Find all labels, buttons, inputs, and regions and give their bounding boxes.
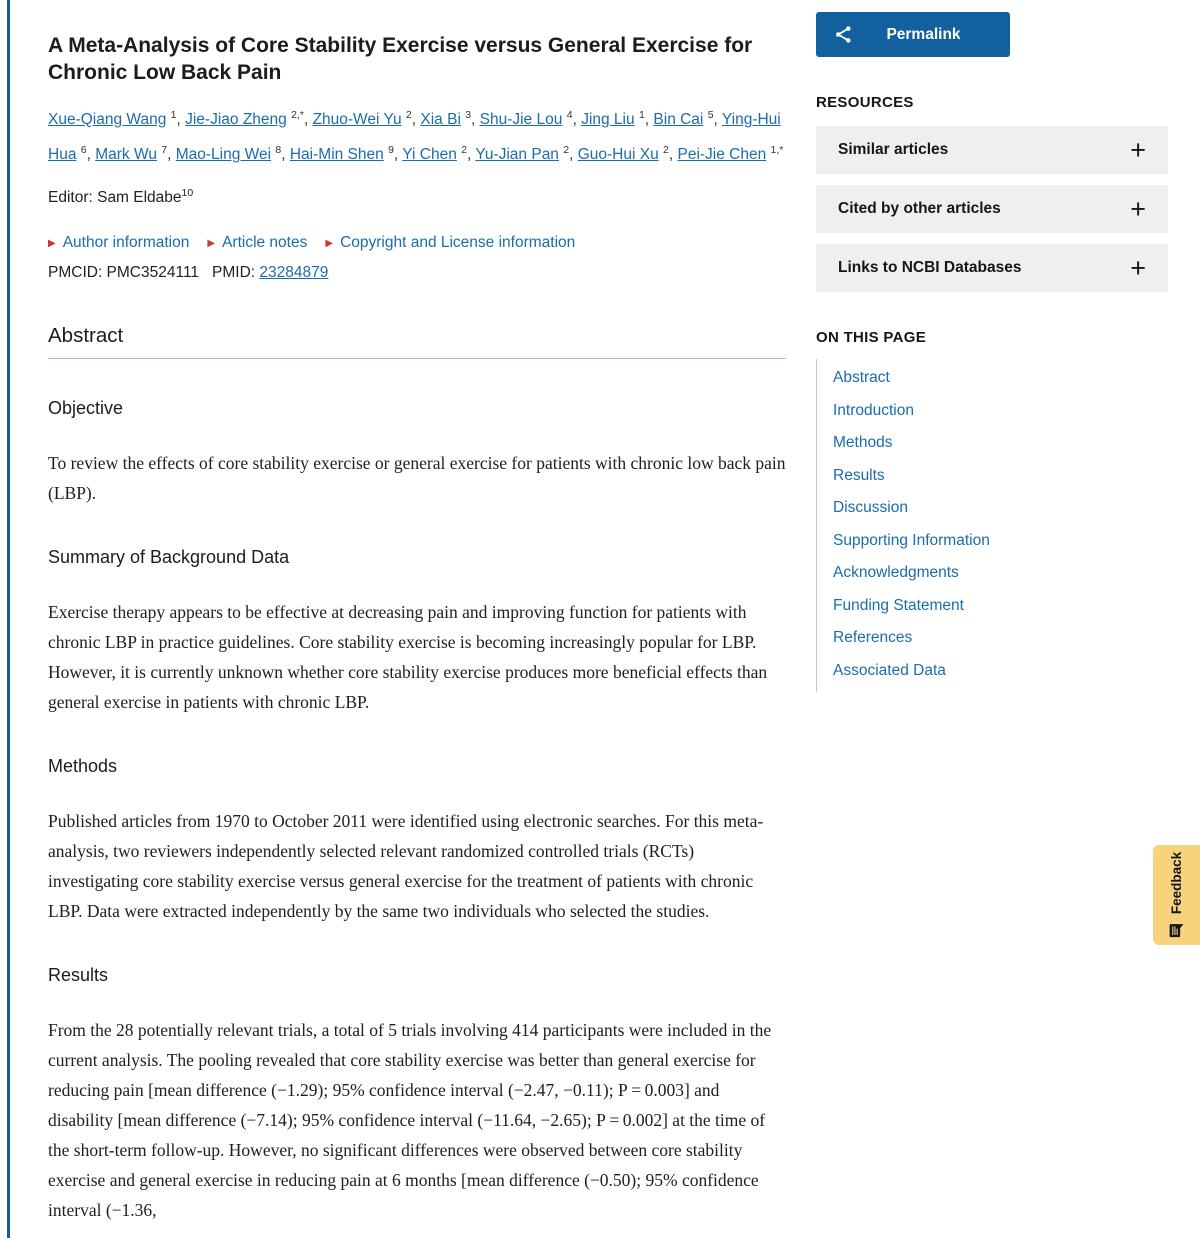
author-superscript: 2 (461, 144, 467, 157)
sidebar (816, 0, 1168, 692)
abstract-sections (48, 398, 786, 1225)
section-heading-summary-of-background-data: Summary of Background Data (48, 547, 290, 568)
resources-accordion-list (816, 126, 1168, 292)
author-link[interactable]: Xia Bi (420, 111, 461, 129)
plus-icon: + (1130, 193, 1146, 224)
author-link[interactable]: Yi Chen (402, 146, 457, 164)
on-this-page-link-funding-statement[interactable]: Funding Statement (833, 596, 964, 614)
on-this-page-nav (816, 359, 1168, 692)
editor-label: Editor: Sam Eldabe (48, 189, 182, 207)
on-this-page-link-introduction[interactable]: Introduction (833, 401, 914, 419)
author-superscript: 9 (388, 144, 394, 157)
author-link[interactable]: Xue-Qiang Wang (48, 111, 167, 129)
accordion-label: Links to NCBI Databases (838, 259, 1022, 276)
triangle-marker-icon: ▶ (207, 238, 216, 250)
pmid-label: PMID: (212, 264, 256, 282)
triangle-marker-icon: ▶ (48, 238, 56, 250)
section-paragraph: From the 28 potentially relevant trials, a total of 5 trials involving 414 participants were included in the current analysis. The pooling revealed that core stability exercise was better than general exercise for reducing pain [mean difference (−1.29); 95% confidence interval (−2.47, −0.11); P = 0.003] and disability [mean difference (−7.14); 95% confidence interval (−11.64, −2.65); P = 0.002] at the time of the short-term follow-up. However, no significant differences were observed between core stability exercise and general exercise in reducing pain at 6 months [mean difference (−0.50); 95% confidence interval (−1.36, (48, 1020, 772, 1221)
on-this-page-link-supporting-information[interactable]: Supporting Information (833, 531, 990, 549)
accordion-links-to-ncbi-databases[interactable] (816, 244, 1168, 292)
author-superscript: 2,* (291, 109, 304, 121)
on-this-page-heading: ON THIS PAGE (816, 329, 926, 346)
accordion-similar-articles[interactable] (816, 126, 1168, 174)
on-this-page-link-abstract[interactable]: Abstract (833, 369, 890, 386)
triangle-marker-icon: ▶ (325, 238, 334, 250)
feedback-button-inner (1169, 852, 1185, 938)
accordion-label: Similar articles (838, 141, 949, 158)
author-superscript: 8 (275, 144, 282, 157)
meta-link-author-information[interactable] (48, 234, 189, 252)
pmcid-label: PMCID: PMC3524111 (48, 264, 200, 282)
author-superscript: 2 (405, 109, 412, 121)
section-paragraph: To review the effects of core stability exercise or general exercise for patients with chronic low back pain (LBP). (48, 453, 786, 504)
author-link[interactable]: Pei-Jie Chen (677, 146, 767, 164)
resources-heading: RESOURCES (816, 94, 914, 111)
author-link[interactable]: Mao-Ling Wei (175, 146, 272, 164)
abstract-heading: Abstract (48, 324, 786, 359)
author-link[interactable]: Jing Liu (581, 111, 635, 129)
author-superscript: 4 (566, 109, 573, 121)
meta-link-anchor[interactable]: Copyright and License information (340, 234, 576, 252)
author-link[interactable]: Bin Cai (653, 111, 704, 129)
accordion-cited-by-other-articles[interactable] (816, 185, 1168, 233)
editor-line (48, 187, 786, 207)
author-superscript: 3 (465, 109, 472, 121)
section-heading-methods: Methods (48, 756, 118, 777)
meta-link-anchor[interactable]: Author information (62, 234, 190, 252)
feedback-button[interactable] (1153, 845, 1200, 945)
section-paragraph: Published articles from 1970 to October 2011 were identified using electronic searches. For this meta-analysis, two reviewers independently selected relevant randomized controlled trials (RCTs) investigating core stability exercise versus general exercise for the treatment of patients with chronic LBP. Data were extracted independently by the same two individuals who selected the studies. (48, 811, 764, 922)
author-superscript: 2 (563, 144, 570, 157)
on-this-page-link-methods[interactable]: Methods (833, 434, 893, 451)
author-link[interactable]: Shu-Jie Lou (479, 111, 563, 129)
editor-superscript: 10 (181, 187, 194, 200)
plus-icon: + (1130, 252, 1146, 283)
page-accent-bar (7, 0, 10, 1238)
section-heading-objective: Objective (48, 398, 124, 419)
article-meta-links (48, 234, 786, 252)
on-this-page-link-associated-data[interactable]: Associated Data (833, 661, 946, 679)
on-this-page-link-references[interactable]: References (833, 629, 913, 646)
meta-link-copyright-and-license-information[interactable] (325, 234, 575, 252)
author-superscript: 1 (638, 109, 645, 121)
on-this-page-link-discussion[interactable]: Discussion (833, 499, 908, 516)
permalink-button[interactable] (816, 12, 1010, 57)
section-heading-results: Results (48, 965, 109, 986)
author-superscript: 7 (161, 144, 168, 157)
share-icon (833, 24, 854, 45)
section-paragraph: Exercise therapy appears to be effective at decreasing pain and improving function for patients with chronic LBP in practice guidelines. Core stability exercise is becoming increasingly popular for LBP. However, it is currently unknown whether core stability exercise produces more beneficial effects than general exercise in patients with chronic LBP. (48, 602, 768, 713)
article-title: A Meta-Analysis of Core Stability Exercise versus General Exercise for Chronic Low Back Pain (48, 34, 753, 84)
on-this-page-link-acknowledgments[interactable]: Acknowledgments (833, 564, 959, 581)
plus-icon: + (1130, 134, 1146, 165)
permalink-label: Permalink (886, 25, 961, 43)
author-list: Xue-Qiang Wang $^1$, Jie-Jiao Zheng $^{2,*}$, Zhuo-Wei Yu $^2$, Xia Bi $^3$, Shu-Jie Lou $^4$, Jing Liu $^1$, Bin Cai $^5$, Ying-Hui Hua $^6$, Mark Wu $^7$, Mao-Ling Wei $^8$, Hai-Min Shen $^9$, Yi Chen $^2$, Yu-Jian Pan $^2$, Guo-Hui Xu $^2$, Pei-Jie Chen $^{1,*}$ (48, 109, 784, 164)
author-superscript: 1 (170, 109, 177, 121)
author-link[interactable]: Ying-Hui Hua (48, 111, 781, 164)
author-link[interactable]: Yu-Jian Pan (475, 146, 559, 164)
author-superscript: 2 (663, 144, 669, 157)
author-superscript: 1,* (770, 144, 784, 157)
author-link[interactable]: Hai-Min Shen (289, 146, 384, 164)
author-superscript: 5 (707, 109, 714, 121)
author-superscript: 6 (80, 144, 87, 157)
author-link[interactable]: Mark Wu (95, 146, 157, 164)
article-content (48, 0, 786, 1225)
meta-link-anchor[interactable]: Article notes (222, 234, 308, 252)
author-link[interactable]: Guo-Hui Xu (577, 146, 659, 164)
accordion-label: Cited by other articles (838, 200, 1001, 217)
feedback-label: Feedback (1169, 851, 1184, 915)
author-link[interactable]: Zhuo-Wei Yu (312, 111, 402, 129)
feedback-comment-icon (1169, 922, 1185, 938)
on-this-page-link-results[interactable]: Results (833, 466, 885, 484)
pmid-link[interactable]: 23284879 (259, 264, 329, 282)
meta-link-article-notes[interactable] (207, 234, 307, 252)
author-link[interactable]: Jie-Jiao Zheng (185, 111, 287, 129)
article-ids (48, 264, 786, 282)
